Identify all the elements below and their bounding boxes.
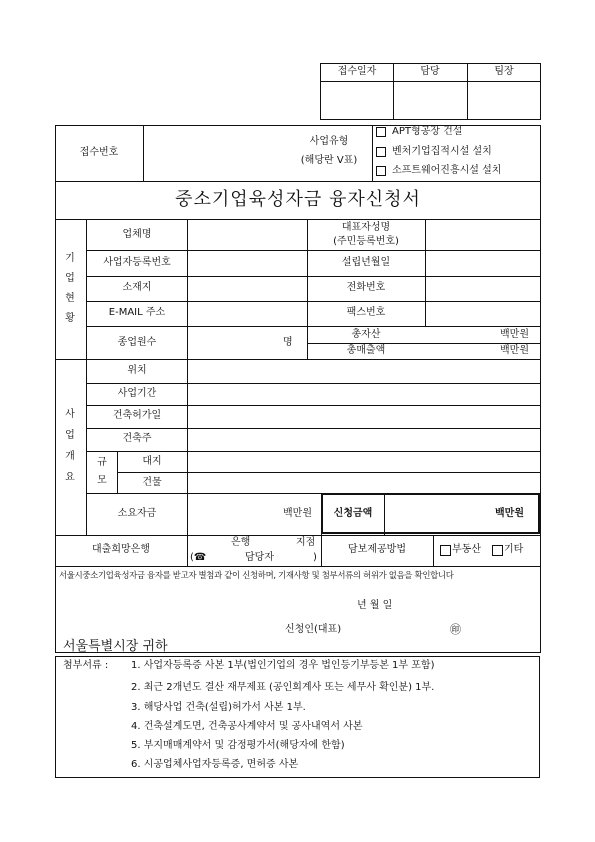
contact-person-word: 담당자: [245, 552, 274, 563]
phone-label: 전화번호: [346, 282, 386, 293]
building-owner-label: 건축주: [122, 433, 152, 444]
collateral-other-checkbox[interactable]: [492, 545, 503, 556]
building-area-label: 건물: [142, 477, 162, 488]
attachment-item: 5. 부지매매계약서 및 감정평가서(해당자에 한함): [131, 740, 345, 751]
attachment-item: 6. 시공업체사업자등록증, 면허증 사본: [131, 759, 299, 770]
employees-unit: 명: [283, 337, 293, 348]
company-name-field[interactable]: [188, 220, 306, 250]
declaration-text: 서울시중소기업육성자금 융자를 받고자 별첨과 같이 신청하며, 기재사항 및 첨부서류의 허위가 없음을 확인합니다: [59, 570, 454, 580]
representative-name-field[interactable]: [426, 220, 539, 250]
attachment-item: 3. 해당사업 건축(설립)허가서 사본 1부.: [131, 702, 306, 713]
attachment-item: 2. 최근 2개년도 결산 재무제표 (공인회계사 또는 세무사 확인분) 1부.: [131, 682, 435, 693]
location-field[interactable]: [188, 360, 539, 383]
business-reg-number-field[interactable]: [188, 251, 306, 276]
addressee: 서울특별시장 귀하: [63, 639, 168, 654]
option-venture-facility: 벤처기업집적시설 설치: [392, 146, 492, 157]
receipt-number-field[interactable]: [144, 126, 286, 181]
branch-word: 지점: [296, 537, 316, 548]
option-apt-factory-checkbox[interactable]: [376, 127, 386, 137]
collateral-real-estate: 부동산: [452, 544, 481, 555]
total-assets-unit: 백만원: [500, 329, 529, 340]
applicant-label: 신청인(대표): [285, 624, 342, 635]
attachments-lead: 첨부서류 :: [63, 660, 109, 671]
seal-mark: ㊞: [450, 623, 461, 636]
contact-phone-open: (☎: [190, 552, 207, 563]
option-venture-facility-checkbox[interactable]: [376, 147, 386, 157]
required-funds-label: 소요자금: [117, 508, 157, 519]
email-label: E-MAIL 주소: [108, 307, 166, 318]
attachment-item: 1. 사업자등록증 사본 1부(법인기업의 경우 법인등기부등본 1부 포함): [131, 660, 435, 671]
building-area-field[interactable]: [188, 473, 539, 493]
location-label: 위치: [127, 365, 147, 376]
receipt-number-label: 접수번호: [79, 147, 119, 158]
total-sales-label: 총매출액: [346, 345, 386, 356]
option-software-facility-checkbox[interactable]: [376, 166, 386, 176]
requested-amount-unit: 백만원: [495, 508, 524, 519]
approval-header-date: 접수일자: [337, 66, 377, 77]
collateral-method-label: 담보제공방법: [348, 544, 406, 555]
building-permit-date-label: 건축허가일: [112, 410, 162, 421]
business-reg-number-label: 사업자등록번호: [103, 257, 171, 268]
building-owner-field[interactable]: [188, 429, 539, 451]
bank-word: 은행: [231, 537, 251, 548]
email-field[interactable]: [188, 302, 306, 326]
approval-header-staff: 담당: [420, 66, 440, 77]
land-area-label: 대지: [142, 456, 162, 467]
phone-field[interactable]: [426, 277, 539, 301]
application-date: 년 월 일: [357, 600, 393, 611]
option-apt-factory: APT형공장 건설: [392, 126, 463, 137]
preferred-bank-label: 대출희망은행: [92, 544, 150, 555]
project-period-field[interactable]: [188, 384, 539, 405]
land-area-field[interactable]: [188, 452, 539, 472]
address-label: 소재지: [122, 282, 152, 293]
company-name-label: 업체명: [122, 229, 152, 240]
address-field[interactable]: [188, 277, 306, 301]
fax-field[interactable]: [426, 302, 539, 326]
established-date-label: 설립년월일: [341, 257, 391, 268]
total-assets-label: 총자산: [351, 329, 381, 340]
representative-id-label: (주민등록번호): [333, 236, 399, 247]
established-date-field[interactable]: [426, 251, 539, 276]
form-title: 중소기업육성자금 융자신청서: [175, 189, 421, 210]
option-software-facility: 소프트웨어진흥시설 설치: [392, 165, 502, 176]
contact-close: ): [313, 552, 317, 563]
attachment-item: 4. 건축설계도면, 건축공사계약서 및 공사내역서 사본: [131, 721, 363, 732]
fax-label: 팩스번호: [346, 307, 386, 318]
employees-label: 종업원수: [117, 337, 157, 348]
business-type-sub: (해당란 V표): [300, 155, 358, 166]
approval-header-team-lead: 팀장: [494, 66, 514, 77]
requested-amount-label: 신청금액: [333, 508, 373, 519]
building-permit-date-field[interactable]: [188, 406, 539, 428]
collateral-real-estate-checkbox[interactable]: [440, 545, 451, 556]
scale-label-2: 모: [97, 475, 107, 486]
total-sales-unit: 백만원: [500, 345, 529, 356]
project-period-label: 사업기간: [117, 388, 157, 399]
required-funds-unit: 백만원: [283, 508, 312, 519]
scale-label-1: 규: [97, 457, 107, 468]
collateral-other: 기타: [504, 544, 524, 555]
business-type-label: 사업유형: [309, 136, 349, 147]
representative-name-label: 대표자성명: [341, 222, 391, 233]
